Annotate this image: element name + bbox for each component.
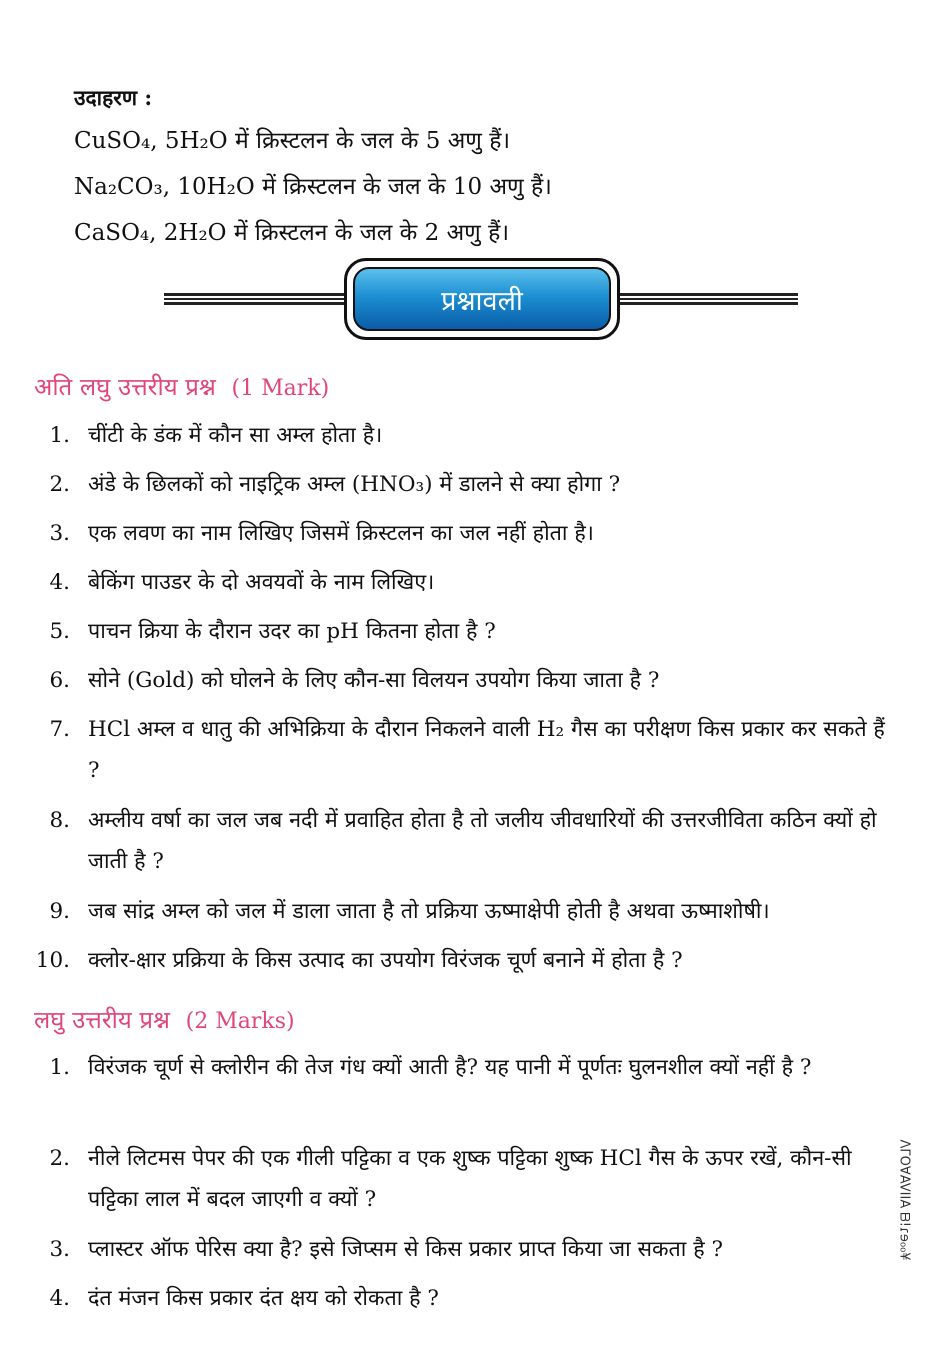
question-text: प्लास्टर ऑफ पेरिस क्या है? इसे जिप्सम से किस प्रकार प्राप्त किया जा सकता है ? xyxy=(88,1237,723,1262)
banner-rule-left xyxy=(164,293,354,305)
question-number: 5. xyxy=(49,619,70,644)
question-number: 4. xyxy=(49,1286,70,1311)
question-number: 2. xyxy=(49,1146,70,1171)
question-item xyxy=(40,800,888,882)
question-item xyxy=(40,1229,888,1270)
section-heading-short xyxy=(34,1003,295,1036)
question-text: चींटी के डंक में कौन सा अम्ल होता है। xyxy=(88,423,383,448)
question-item xyxy=(40,415,888,456)
question-item xyxy=(40,660,888,701)
question-item xyxy=(40,1138,888,1220)
example-line: Na₂CO₃, 10H₂O में क्रिस्टलन के जल के 10 अणु हैं। xyxy=(74,174,552,200)
question-text: HCl अम्ल व धातु की अभिक्रिया के दौरान निकलने वाली H₂ गैस का परीक्षण किस प्रकार कर सकते हैं ? xyxy=(88,717,885,783)
question-text: क्लोर-क्षार प्रक्रिया के किस उत्पाद का उपयोग विरंजक चूर्ण बनाने में होता है ? xyxy=(88,948,683,973)
question-text: दंत मंजन किस प्रकार दंत क्षय को रोकता है ? xyxy=(88,1286,439,1311)
question-text: अम्लीय वर्षा का जल जब नदी में प्रवाहित होता है तो जलीय जीवधारियों की उत्तरजीविता कठिन क्यों हो जाती है ? xyxy=(88,808,877,874)
example-line: CaSO₄, 2H₂O में क्रिस्टलन के जल के 2 अणु हैं। xyxy=(74,220,510,246)
section-heading-very-short xyxy=(34,370,329,403)
question-item xyxy=(40,709,888,791)
question-text: पाचन क्रिया के दौरान उदर का pH कितना होता है ? xyxy=(88,619,496,644)
question-number: 10. xyxy=(35,948,70,973)
question-number: 3. xyxy=(49,1237,70,1262)
question-text: बेकिंग पाउडर के दो अवयवों के नाम लिखिए। xyxy=(88,570,435,595)
question-item xyxy=(40,1047,888,1088)
section-marks: (2 Marks) xyxy=(185,1009,295,1034)
section-marks: (1 Mark) xyxy=(231,376,330,401)
question-number: 4. xyxy=(49,570,70,595)
question-text: अंडे के छिलकों को नाइट्रिक अम्ल (HNO₃) में डालने से क्या होगा ? xyxy=(88,472,621,497)
section-heading-text: अति लघु उत्तरीय प्रश्न xyxy=(34,373,216,401)
question-number: 9. xyxy=(49,899,70,924)
question-item xyxy=(35,940,888,981)
question-text: विरंजक चूर्ण से क्लोरीन की तेज गंध क्यों आती है? यह पानी में पूर्णतः घुलनशील क्यों नहीं है ? xyxy=(88,1055,812,1080)
question-number: 1. xyxy=(49,423,70,448)
margin-watermark xyxy=(884,1100,924,1300)
question-item xyxy=(40,464,888,505)
question-text: जब सांद्र अम्ल को जल में डाला जाता है तो प्रक्रिया ऊष्माक्षेपी होती है अथवा ऊष्माशोषी। xyxy=(88,899,770,924)
section-heading-text: लघु उत्तरीय प्रश्न xyxy=(34,1006,171,1034)
question-item xyxy=(40,891,888,932)
banner-frame xyxy=(344,258,620,340)
example-line: CuSO₄, 5H₂O में क्रिस्टलन के जल के 5 अणु हैं। xyxy=(74,128,511,154)
question-text: सोने (Gold) को घोलने के लिए कौन-सा विलयन उपयोग किया जाता है ? xyxy=(88,668,660,693)
banner-title: प्रश्नावली xyxy=(353,267,611,331)
question-item xyxy=(40,562,888,603)
question-text: एक लवण का नाम लिखिए जिसमें क्रिस्टलन का जल नहीं होता है। xyxy=(88,521,594,546)
question-number: 3. xyxy=(49,521,70,546)
question-number: 6. xyxy=(49,668,70,693)
question-item xyxy=(40,513,888,554)
question-number: 1. xyxy=(49,1055,70,1080)
question-number: 8. xyxy=(49,808,70,833)
banner-rule-right xyxy=(608,293,798,305)
question-item xyxy=(40,611,888,652)
question-number: 7. xyxy=(49,717,70,742)
examples-title: उदाहरण : xyxy=(74,85,153,110)
question-text: नीले लिटमस पेपर की एक गीली पट्टिका व एक शुष्क पट्टिका शुष्क HCl गैस के ऊपर रखें, कौन-सी पट्टिका लाल में बदल जाएगी व क्यों ? xyxy=(88,1146,852,1212)
margin-watermark-text: ΛΓOⱯAVIIA ᗷ!ɾɘ₀₀¥ xyxy=(896,1139,912,1261)
question-number: 2. xyxy=(49,472,70,497)
question-item xyxy=(40,1278,888,1319)
section-banner xyxy=(164,258,798,340)
